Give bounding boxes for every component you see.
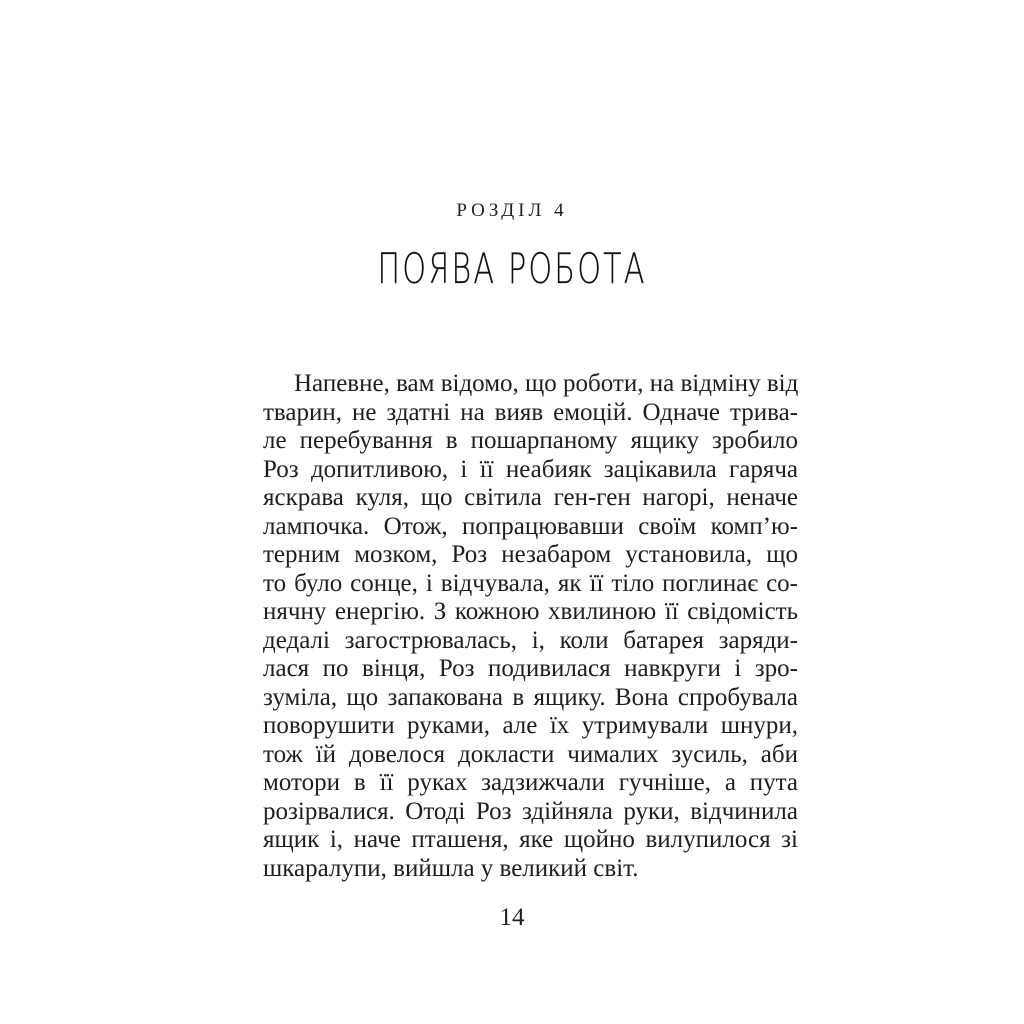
text-line: нячну енергію. З кожною хвилиною її свідомість (263, 598, 798, 625)
text-line: Роз допитливою, і її неабияк зацікавила гаряча (263, 455, 798, 483)
page-number: 14 (499, 904, 525, 931)
text-line: лася по вінця, Роз подивилася навкруги і зро- (263, 655, 798, 682)
text-line: терним мозком, Роз незабаром установила, що (263, 541, 798, 568)
text-line: зуміла, що запакована в ящику. Вона спробувала (263, 683, 798, 711)
text-line: розірвалися. Отоді Роз здійняла руки, відчинила (263, 797, 798, 825)
text-line: тварин, не здатні на вияв емоцій. Одначе трива- (263, 398, 798, 426)
text-line: мотори в її руках задзижчали гучніше, а пута (263, 769, 798, 796)
chapter-title: ПОЯВА РОБОТА (377, 244, 647, 293)
text-line: ящик і, наче пташеня, яке щойно вилупилося зі (263, 826, 798, 853)
text-line: ле перебування в пошарпаному ящику зробило (263, 427, 798, 454)
text-line: шкаралупи, вийшла у великий світ. (263, 854, 639, 882)
chapter-label: РОЗДІЛ 4 (456, 200, 568, 221)
text-line: тож їй довелося докласти чималих зусиль, аби (263, 740, 798, 768)
text-line: поворушити руками, але їх утримували шнури, (263, 712, 798, 739)
text-line: дедалі загострювалась, і, коли батарея заряди- (263, 626, 798, 654)
text-line: Напевне, вам відомо, що роботи, на відміну від (294, 370, 799, 397)
text-line: лампочка. Отож, попрацювавши своїм комп’ю- (263, 512, 798, 540)
text-line: яскрава куля, що світила ген-ген нагорі, неначе (263, 484, 798, 511)
text-line: то було сонце, і відчувала, як її тіло поглинає со- (263, 569, 798, 597)
body-paragraph (263, 370, 798, 883)
